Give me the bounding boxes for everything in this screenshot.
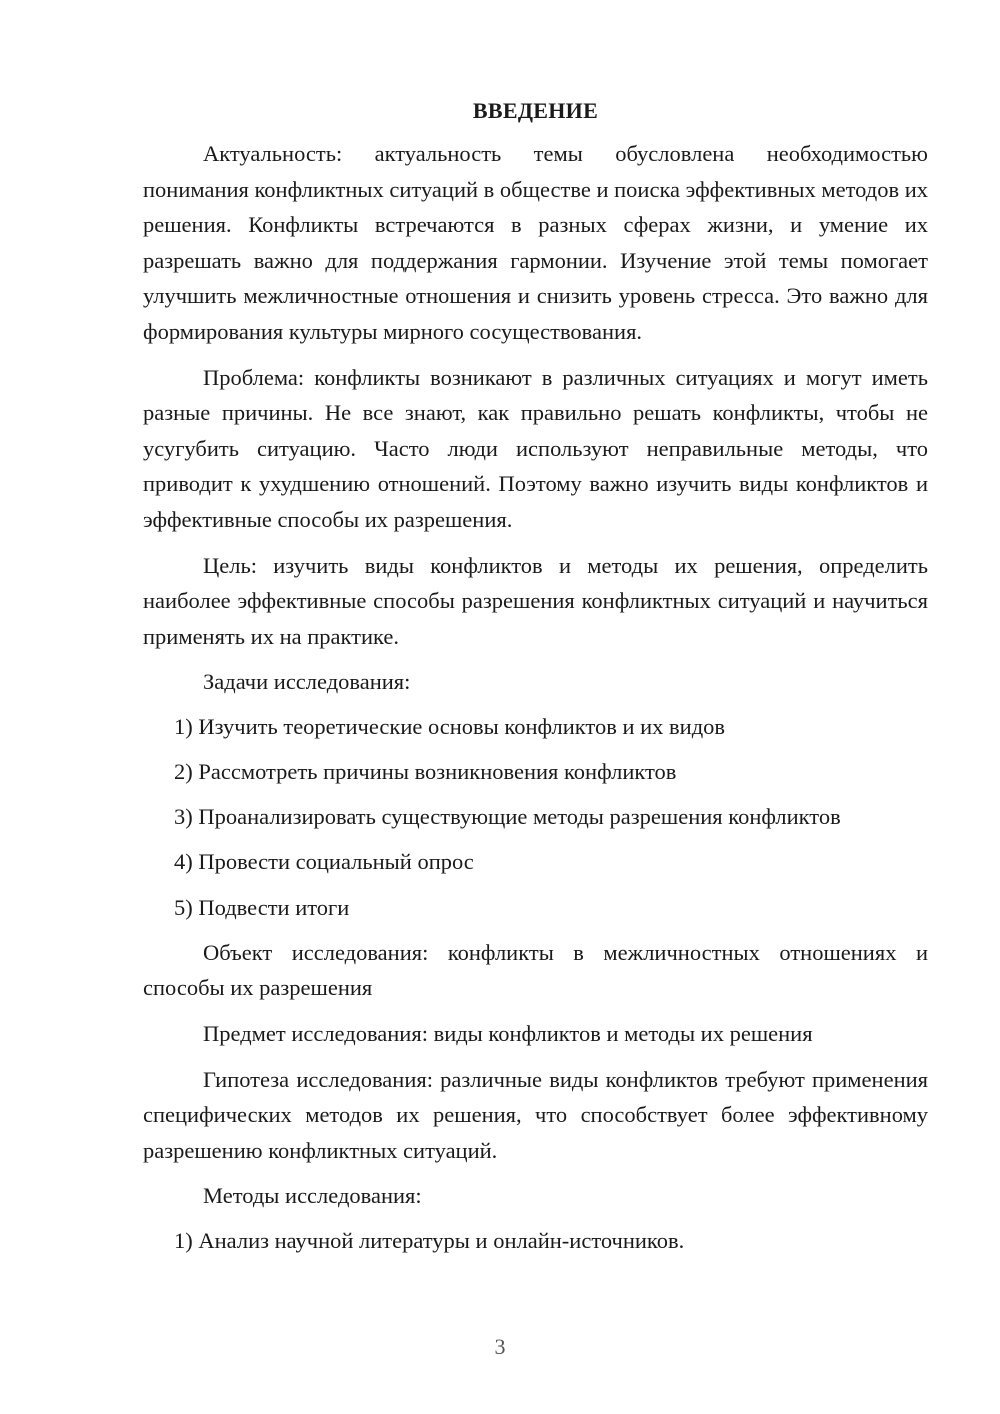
hypothesis-paragraph: Гипотеза исследования: различные виды конфликтов требуют применения специфических методов их решения, что способствует более эффективному разрешению конфликтных ситуаций. bbox=[143, 1066, 928, 1163]
methods-list bbox=[143, 1223, 928, 1259]
methods-heading: Методы исследования: bbox=[203, 1183, 422, 1209]
tasks-list bbox=[143, 709, 928, 925]
task-item: 3) Проанализировать существующие методы разрешения конфликтов bbox=[174, 804, 841, 830]
method-item: 1) Анализ научной литературы и онлайн-источников. bbox=[174, 1228, 685, 1253]
relevance-paragraph: Актуальность: актуальность темы обусловлена необходимостью понимания конфликтных ситуаций в обществе и поиска эффективных методов их решения. Конфликты встречаются в разных сферах жизни, и умение их разрешать важно для поддержания гармонии. Изучение этой темы помогает улучшить межличностные отношения и снизить уровень стресса. Это важно для формирования культуры мирного сосуществования. bbox=[143, 141, 928, 344]
problem-paragraph: Проблема: конфликты возникают в различных ситуациях и могут иметь разные причины. Не все знают, как правильно решать конфликты, чтобы не усугубить ситуацию. Часто люди используют неправильные методы, что приводит к ухудшению отношений. Поэтому важно изучить виды конфликтов и эффективные способы их разрешения. bbox=[143, 364, 928, 532]
section-title: ВВЕДЕНИЕ bbox=[472, 98, 599, 123]
task-item: 1) Изучить теоретические основы конфликтов и их видов bbox=[174, 713, 726, 739]
task-item: 5) Подвести итоги bbox=[174, 894, 350, 920]
page-number: 3 bbox=[494, 1334, 506, 1359]
task-item: 4) Провести социальный опрос bbox=[174, 849, 474, 875]
task-item: 2) Рассмотреть причины возникновения конфликтов bbox=[174, 759, 677, 785]
object-paragraph: Объект исследования: конфликты в межличностных отношениях и способы их разрешения bbox=[143, 939, 928, 1001]
goal-paragraph: Цель: изучить виды конфликтов и методы их решения, определить наиболее эффективные способы разрешения конфликтных ситуаций и научиться применять их на практике. bbox=[143, 552, 928, 649]
tasks-heading: Задачи исследования: bbox=[203, 669, 411, 695]
subject-paragraph: Предмет исследования: виды конфликтов и методы их решения bbox=[203, 1021, 813, 1047]
document-page bbox=[143, 96, 928, 1268]
